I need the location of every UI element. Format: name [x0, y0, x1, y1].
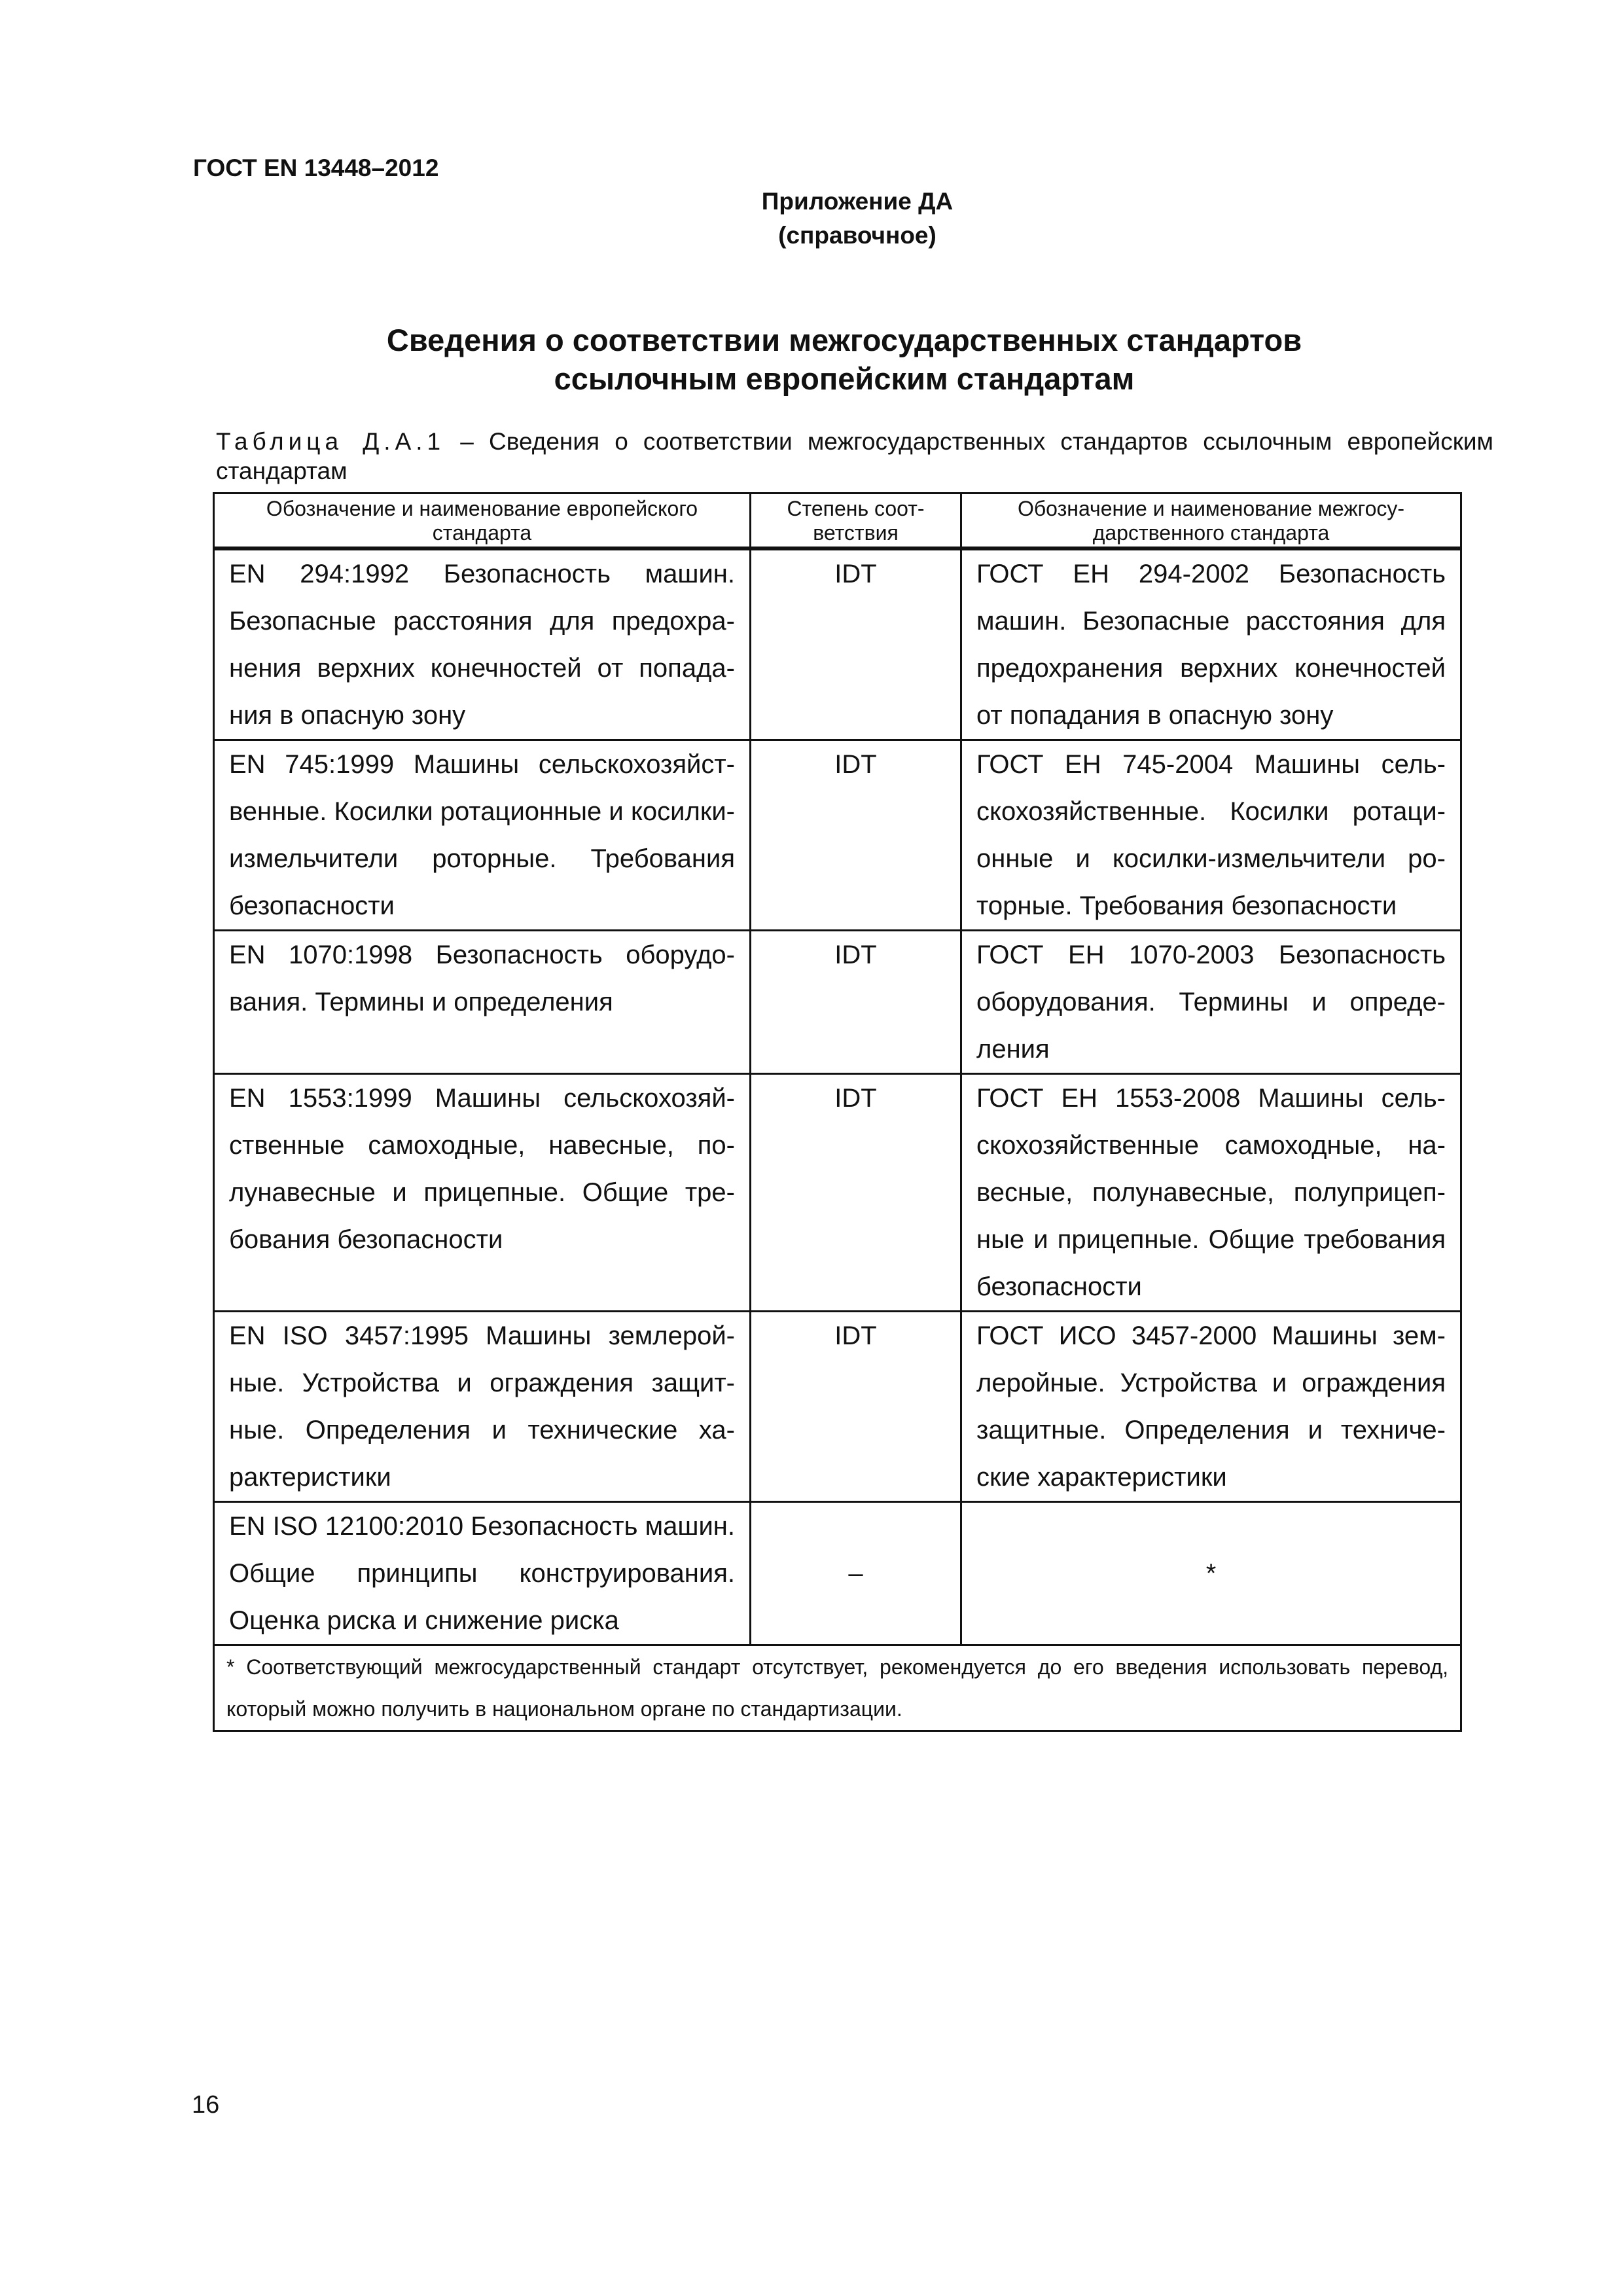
table-row: [214, 931, 1461, 1074]
cell-interstate: ГОСТ ИСО 3457-2000 Машины землеройные. Устройства и ограждения защитные. Определения и технические характеристики: [961, 1312, 1461, 1502]
cell-interstate: ГОСТ ЕН 1553-2008 Машины сельскохозяйственные самоходные, навесные, полунавесные, полуприцепные и прицепные. Общие требования безопасности: [961, 1074, 1461, 1312]
table-row: [214, 1074, 1461, 1312]
cell-degree: IDT: [751, 548, 961, 740]
standards-table: [213, 492, 1462, 1732]
column-header-european: Обозначение и наименование европейского стандарта: [214, 493, 751, 549]
column-header-interstate: Обозначение и наименование межгосударственного стандарта: [961, 493, 1461, 549]
table-footnote-row: [214, 1645, 1461, 1731]
cell-degree: IDT: [751, 740, 961, 931]
cell-european: EN 745:1999 Машины сельскохозяйственные. Косилки ротационные и косилки-измельчители роторные. Требования безопасности: [214, 740, 751, 931]
cell-degree: IDT: [751, 931, 961, 1074]
cell-degree: IDT: [751, 1074, 961, 1312]
cell-european: EN 1553:1999 Машины сельскохозяйственные самоходные, навесные, полунавесные и прицепные. Общие требования безопасности: [214, 1074, 751, 1312]
annex-type: (справочное): [778, 222, 936, 249]
table-row: [214, 1312, 1461, 1502]
cell-european: EN 294:1992 Безопасность машин. Безопасные расстояния для предохранения верхних конечностей от попадания в опасную зону: [214, 548, 751, 740]
cell-interstate: *: [961, 1502, 1461, 1645]
table-row: [214, 740, 1461, 931]
cell-european: EN ISO 3457:1995 Машины землеройные. Устройства и ограждения защитные. Определения и технические характеристики: [214, 1312, 751, 1502]
cell-degree: –: [751, 1502, 961, 1645]
cell-european: EN ISO 12100:2010 Безопасность машин. Общие принципы конструирования. Оценка риска и снижение риска: [214, 1502, 751, 1645]
annex-heading: [681, 185, 1034, 253]
table-footnote: * Соответствующий межгосударственный стандарт отсутствует, рекомендуется до его введения использовать перевод, который можно получить в национальном органе по стандартизации.: [214, 1645, 1461, 1731]
cell-degree: IDT: [751, 1312, 961, 1502]
page-title-line-1: Сведения о соответствии межгосударственных стандартов: [386, 323, 1302, 357]
table-caption: [216, 427, 1493, 486]
page-number: 16: [192, 2091, 220, 2119]
table-row: [214, 548, 1461, 740]
table-caption-text: – Сведения о соответствии межгосударственных стандартов ссылочным европейским стандартам: [216, 428, 1493, 484]
cell-interstate: ГОСТ ЕН 745-2004 Машины сельскохозяйственные. Косилки ротационные и косилки-измельчители роторные. Требования безопасности: [961, 740, 1461, 931]
cell-european: EN 1070:1998 Безопасность оборудования. Термины и определения: [214, 931, 751, 1074]
doc-code: ГОСТ EN 13448–2012: [193, 154, 439, 181]
column-header-degree: Степень соответствия: [751, 493, 961, 549]
cell-interstate: ГОСТ ЕН 1070-2003 Безопасность оборудования. Термины и определения: [961, 931, 1461, 1074]
cell-interstate: ГОСТ ЕН 294-2002 Безопасность машин. Безопасные расстояния для предохранения верхних конечностей от попадания в опасную зону: [961, 548, 1461, 740]
table-header-row: [214, 493, 1461, 549]
table-caption-label: Таблица Д.А.1: [216, 428, 446, 455]
page-title-line-2: ссылочным европейским стандартам: [554, 361, 1135, 396]
table-row: [214, 1502, 1461, 1645]
page-title: [216, 321, 1472, 398]
annex-title: Приложение ДА: [761, 188, 954, 215]
